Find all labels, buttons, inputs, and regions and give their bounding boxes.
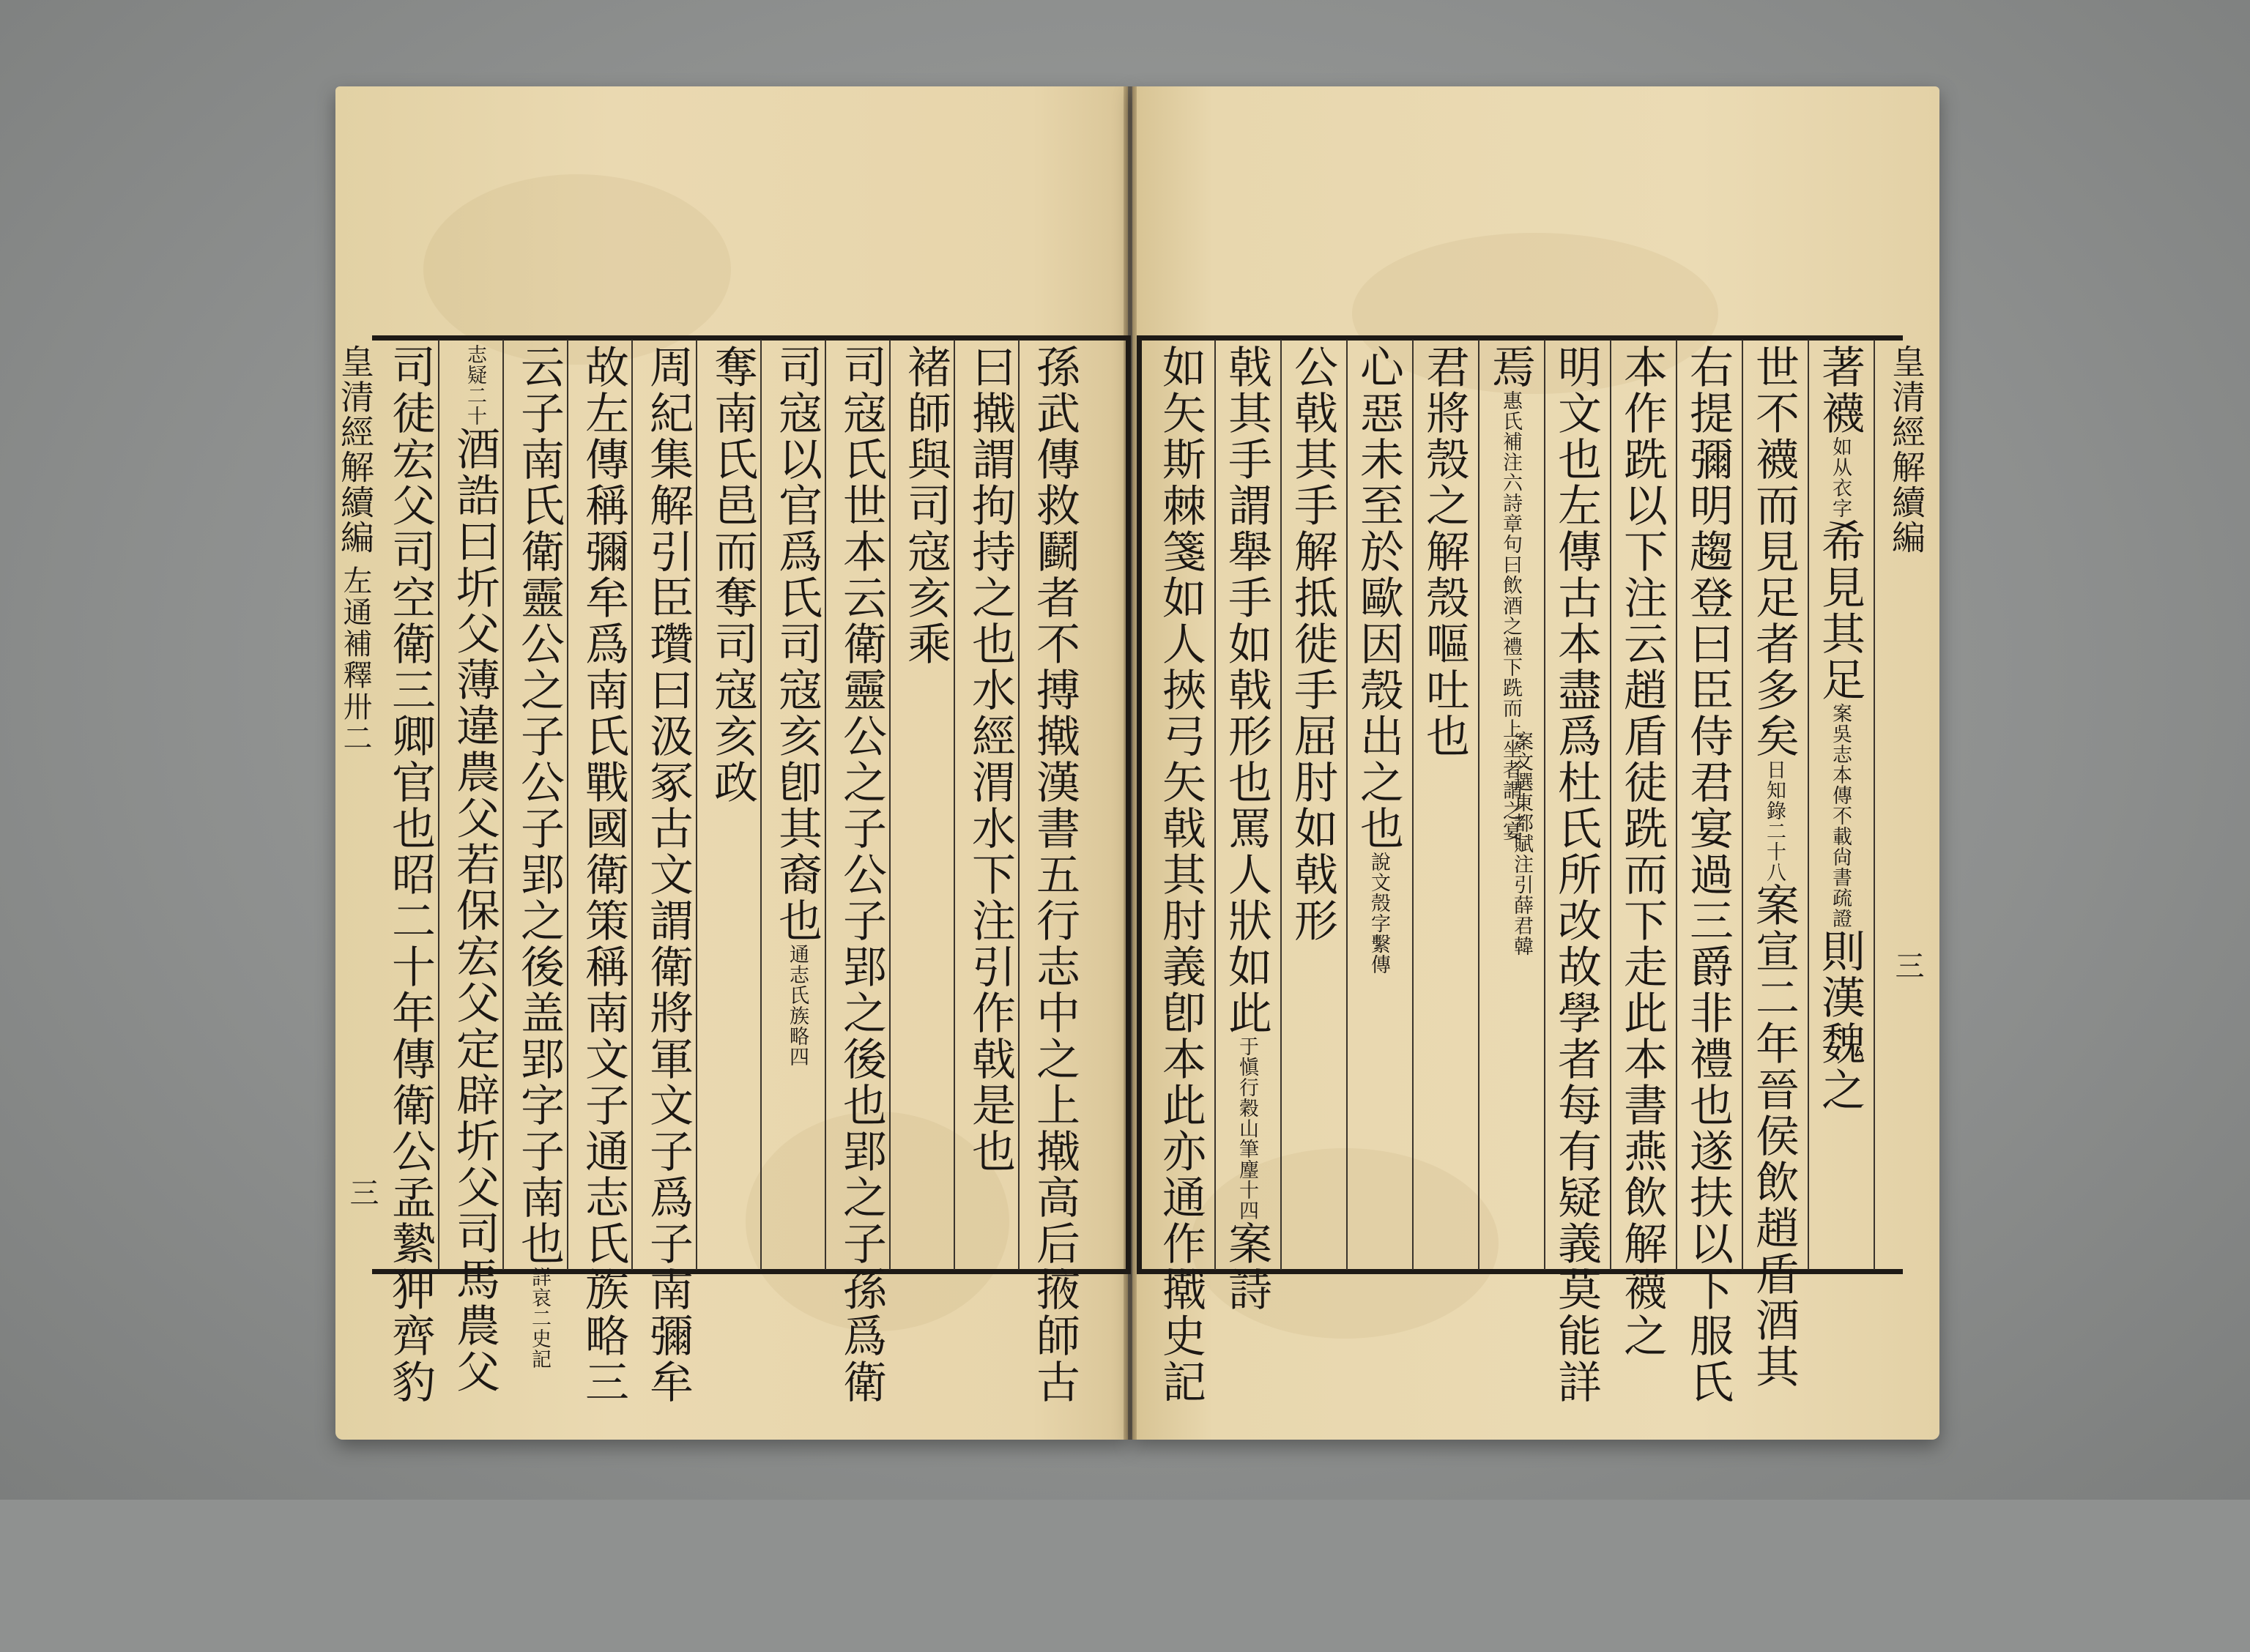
banxin-title: 皇清經解續編: [1887, 344, 1926, 555]
text-column: 褚師與司寇亥乘: [900, 344, 951, 667]
annotation-note: 詳哀二史記: [528, 1267, 551, 1369]
annotation-note: 說文殼字繫傳: [1367, 852, 1390, 975]
annotation-note: 于愼行穀山筆麈十四: [1236, 1036, 1258, 1221]
text-column: 周紀集解引臣瓚曰汲冢古文謂衛將軍文子爲子南彌牟: [642, 344, 694, 1405]
column-rule: [1874, 340, 1875, 1270]
column-rule: [760, 340, 762, 1270]
text-column: 君將殼之解殼嘔吐也: [1419, 344, 1470, 759]
text-column: 故左傳稱彌牟爲南氏戰國衛策稱南文子通志氏族略三: [578, 344, 629, 1405]
annotation-note: 如从衣字: [1829, 436, 1852, 518]
text-column: 司寇氏世本云衛靈公之子公子郢之後也郢之子孫爲衛: [836, 344, 887, 1405]
column-rule: [1808, 340, 1809, 1270]
annotation-note: 案吳志本傳不載尙書疏證: [1829, 703, 1852, 929]
column-rule: [1280, 340, 1282, 1270]
column-rule: [1544, 340, 1545, 1270]
text-column: 世不襪而見足者多矣日知錄二十八案宣二年晉侯飲趙盾酒其: [1748, 344, 1800, 1390]
text-column: 右提彌明趨登曰臣侍君宴過三爵非禮也遂扶以下服氏: [1682, 344, 1734, 1405]
right-banxin: [1882, 344, 1931, 555]
annotation-note: 案文選東都賦注引薛君韓: [1510, 731, 1533, 956]
left-banxin: [331, 344, 379, 754]
column-rule: [954, 340, 955, 1270]
column-rule: [1018, 340, 1020, 1270]
text-column: 心惡未至於歐因殼出之也說文殼字繫傳: [1353, 344, 1404, 975]
column-rule: [825, 340, 826, 1270]
annotation-note: 日知錄二十八: [1763, 759, 1786, 882]
text-column: 孫武傳救鬬者不搏撠漢書五行志中之上撠高后掖師古: [1029, 344, 1080, 1405]
column-rule: [1610, 340, 1611, 1270]
text-column: 本作跣以下注云趙盾徒跣而下走此本書燕飲解襪之: [1616, 344, 1668, 1359]
text-column: 公戟其手解抵徙手屈肘如戟形: [1287, 344, 1338, 944]
text-column: 明文也左傳古本盡爲杜氏所改故學者每有疑義莫能詳: [1551, 344, 1602, 1405]
column-rule: [631, 340, 633, 1270]
left-folio-number: 三: [345, 1177, 379, 1207]
text-column: 著襪如从衣字希見其足案吳志本傳不載尙書疏證則漢魏之: [1814, 344, 1865, 1113]
column-rule: [696, 340, 697, 1270]
column-rule: [1346, 340, 1348, 1270]
column-rule: [1214, 340, 1216, 1270]
annotation-note: 惠氏補注六詩章句曰飲酒之禮下跣而上坐者謂之宴: [1499, 390, 1522, 841]
column-rule: [438, 340, 439, 1270]
column-rule: [1742, 340, 1743, 1270]
column-rule: [567, 340, 568, 1270]
column-rule: [889, 340, 891, 1270]
book-spread: [335, 86, 1939, 1440]
text-column: 云子南氏衛靈公之子公子郢之後盖郢字子南也詳哀二史記: [513, 344, 565, 1369]
right-folio-number: 三: [1890, 950, 1924, 980]
annotation-note: 通志氏族略四: [786, 944, 809, 1067]
text-column: 焉惠氏補注六詩章句曰飲酒之禮下跣而上坐者謂之宴: [1485, 344, 1536, 841]
text-column: 司寇以官爲氏司寇亥卽其裔也通志氏族略四: [771, 344, 823, 1067]
banxin-title: 皇清經解續編: [335, 344, 375, 555]
text-column: 奪南氏邑而奪司寇亥政: [707, 344, 758, 805]
text-column: 志疑二十酒誥曰圻父薄違農父若保宏父定辟圻父司馬農父: [449, 344, 500, 1395]
column-rule: [502, 340, 504, 1270]
text-column: 戟其手謂舉手如戟形也罵人狀如此于愼行穀山筆麈十四案詩: [1221, 344, 1272, 1313]
column-rule: [1478, 340, 1479, 1270]
text-column: 曰撠謂拘持之也水經渭水下注引作戟是也: [965, 344, 1016, 1175]
text-column-note: [1512, 731, 1531, 1652]
text-column: 司徒宏父司空衛三卿官也昭二十年傳衛公孟縶狎齊豹: [385, 344, 436, 1405]
column-rule: [1676, 340, 1677, 1270]
text-column: 如矢斯棘箋如人挾弓矢戟其肘義卽本此亦通作撠史記: [1155, 344, 1206, 1405]
column-rule: [1412, 340, 1414, 1270]
annotation-note: 志疑二十: [464, 344, 486, 426]
banxin-subtitle: 左通補釋卅二: [338, 565, 372, 754]
